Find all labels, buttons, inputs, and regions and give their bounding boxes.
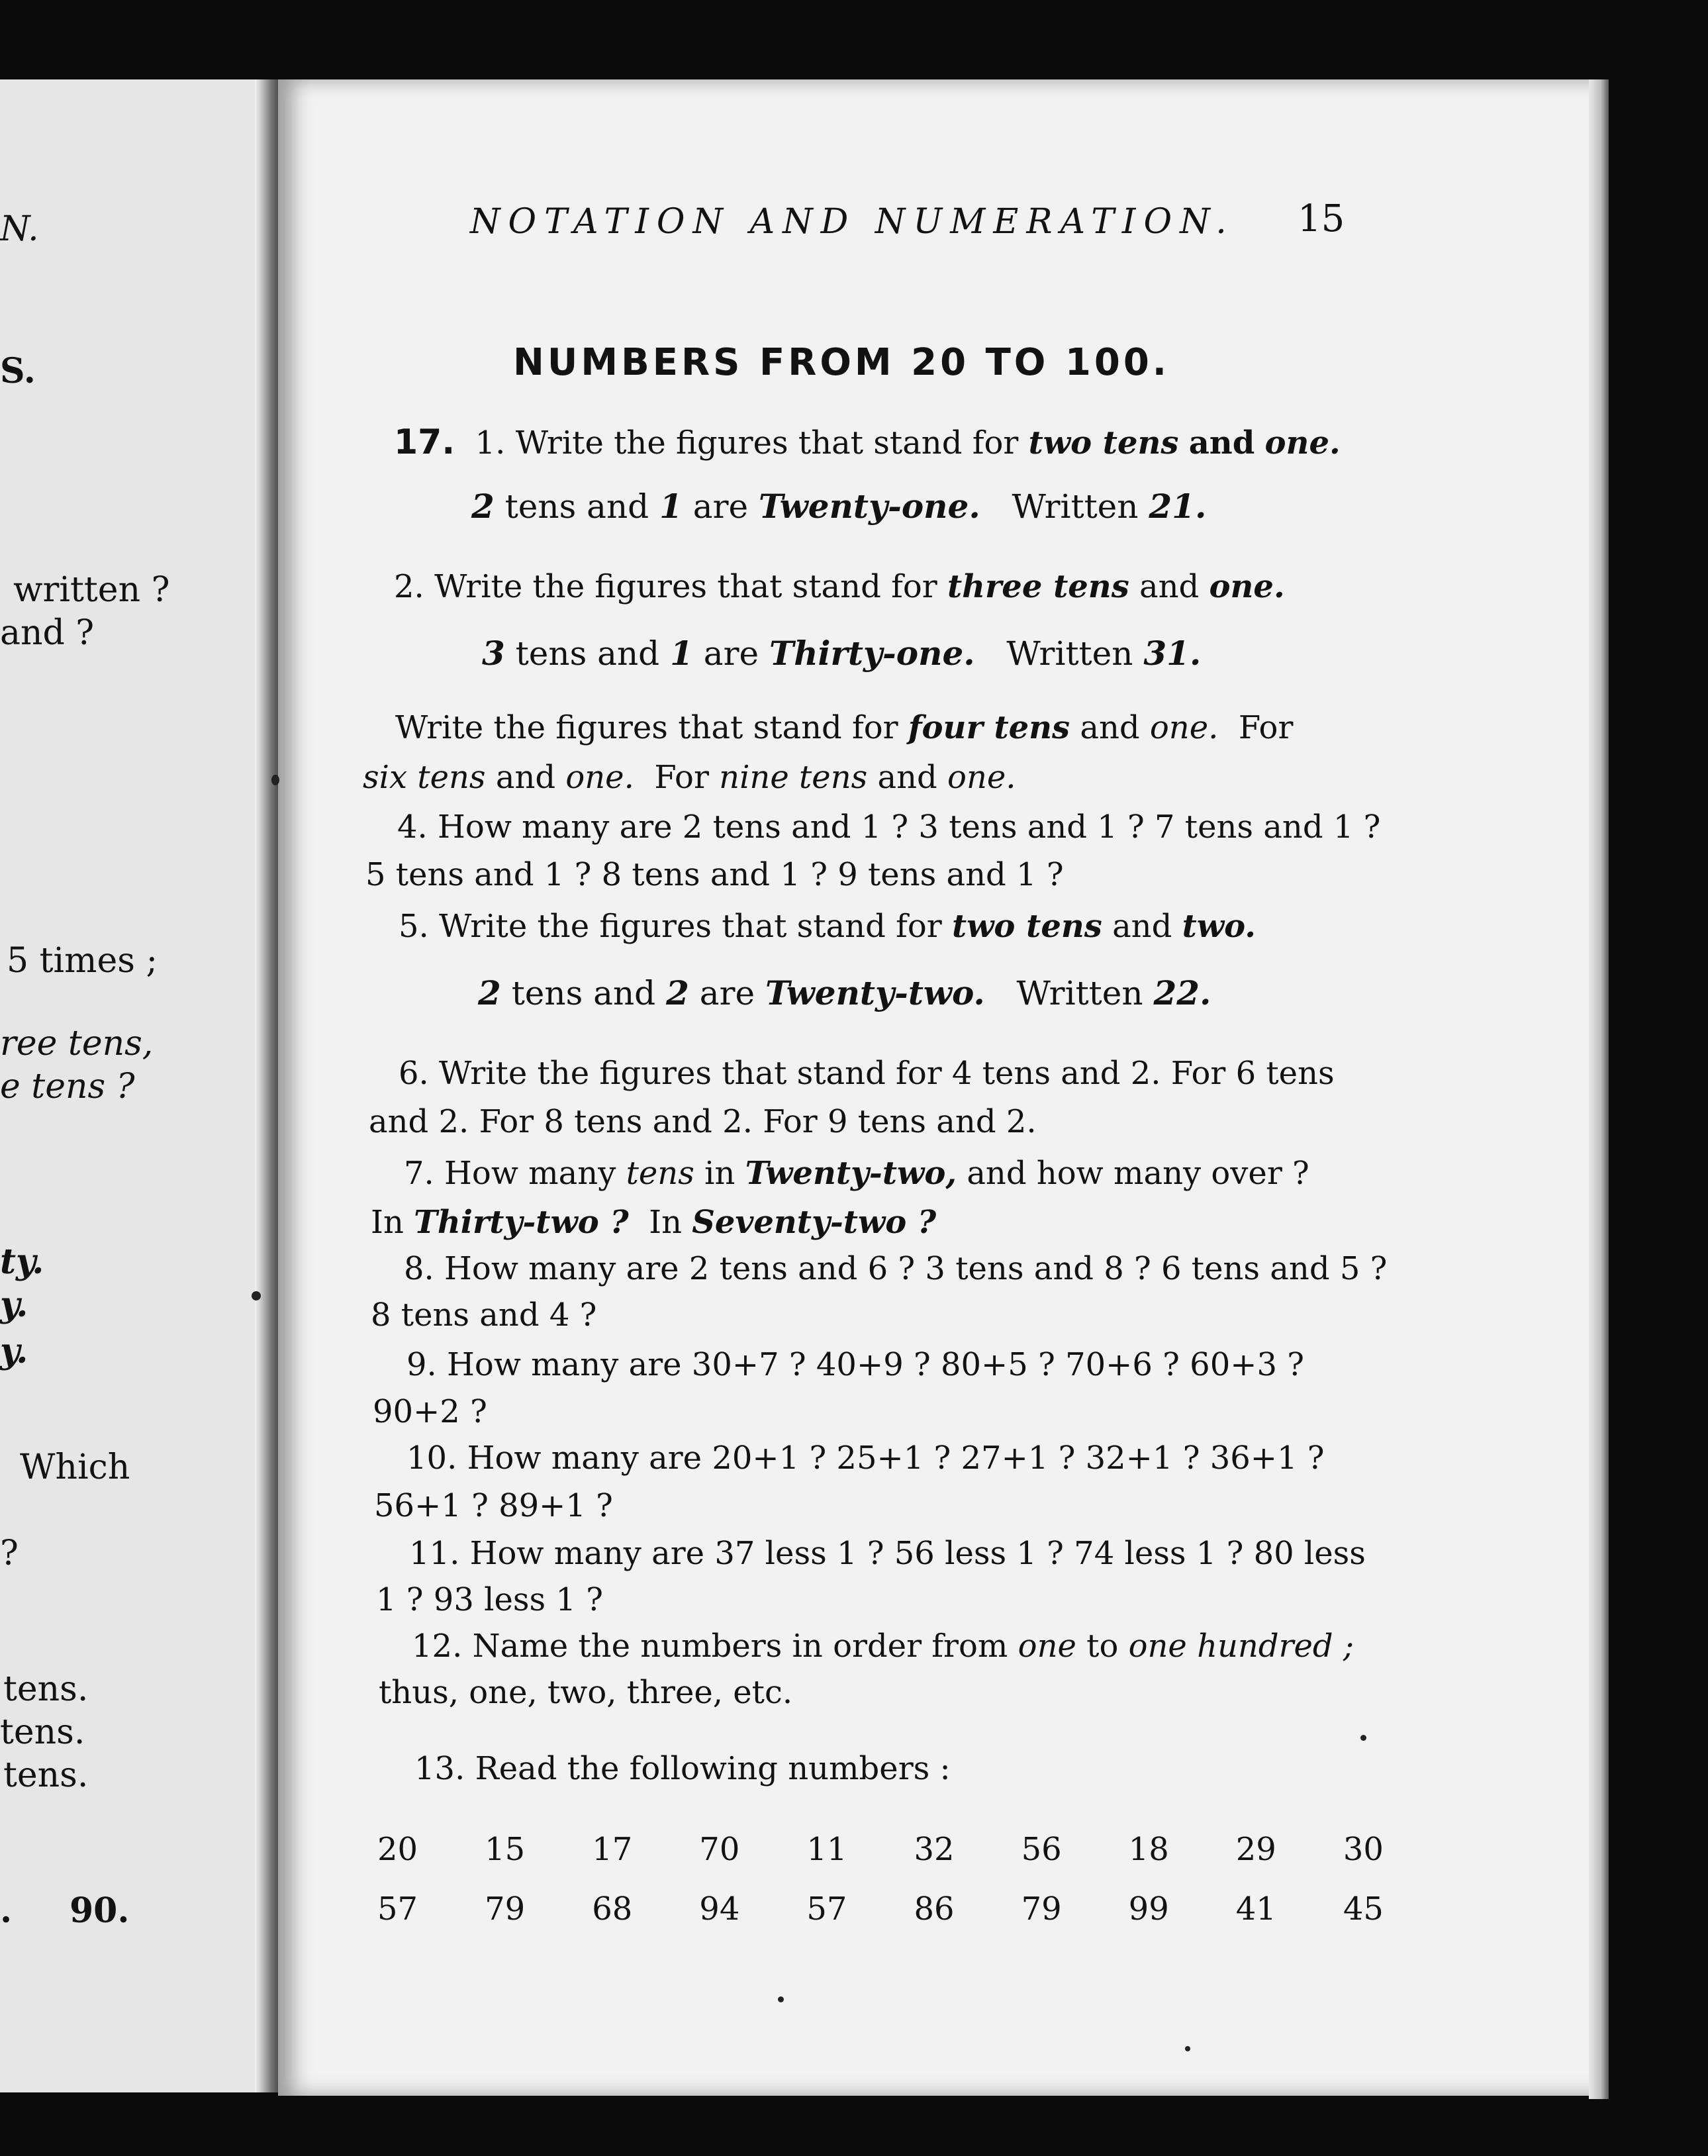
exercise-5-answer: 2 tens and 2 are Twenty-two. Written 22. (478, 973, 1211, 1012)
exercise-2-answer: 3 tens and 1 are Thirty-one. Written 31. (482, 634, 1202, 673)
scan-speck (1185, 2046, 1190, 2051)
exercise-9-line-1: 9. How many are 30+7 ? 40+9 ? 80+5 ? 70+6 ? 60+3 ? (406, 1346, 1304, 1383)
number-cell: 20 (377, 1831, 418, 1868)
exercise-5: 5. Write the figures that stand for two tens and two. (399, 908, 1256, 945)
numbers-row-1 (377, 1831, 1384, 1868)
left-fragment: S. (0, 351, 36, 391)
exercise-1: 17. 1. Write the figures that stand for two tens and one. (394, 422, 1341, 462)
numbers-row-2 (377, 1890, 1384, 1928)
left-fragment: e tens ? (0, 1067, 135, 1106)
number-cell: 86 (914, 1890, 955, 1928)
number-cell: 17 (592, 1831, 633, 1868)
left-fragment: 5 times ; (7, 941, 158, 981)
left-fragment: ty. (0, 1242, 44, 1282)
number-cell: 32 (914, 1831, 955, 1868)
exercise-6-line-2: and 2. For 8 tens and 2. For 9 tens and 2. (369, 1103, 1037, 1140)
exercise-6-line-1: 6. Write the figures that stand for 4 tens and 2. For 6 tens (399, 1055, 1335, 1092)
number-cell: 57 (806, 1890, 847, 1928)
left-fragment: ? (0, 1534, 19, 1573)
exercise-11-line-1: 11. How many are 37 less 1 ? 56 less 1 ? 74 less 1 ? 80 less (409, 1535, 1366, 1572)
number-cell: 70 (699, 1831, 740, 1868)
left-fragment: N. (0, 209, 39, 249)
exercise-10-line-1: 10. How many are 20+1 ? 25+1 ? 27+1 ? 32+1 ? 36+1 ? (406, 1440, 1325, 1477)
running-head: NOTATION AND NUMERATION. (470, 202, 1235, 242)
section-title: NUMBERS FROM 20 TO 100. (513, 341, 1170, 384)
exercise-2: 2. Write the figures that stand for three tens and one. (394, 568, 1285, 605)
number-cell: 57 (377, 1890, 418, 1928)
page-edge-shadow (1589, 79, 1609, 2099)
number-cell: 29 (1235, 1831, 1276, 1868)
exercise-4-line-2: 5 tens and 1 ? 8 tens and 1 ? 9 tens and 1 ? (365, 856, 1064, 893)
left-fragment: tens. (3, 1669, 89, 1709)
exercise-4-line-1: 4. How many are 2 tens and 1 ? 3 tens and 1 ? 7 tens and 1 ? (397, 808, 1381, 846)
exercise-3-line-2: six tens and one. For nine tens and one. (363, 759, 1016, 796)
exercise-11-line-2: 1 ? 93 less 1 ? (376, 1581, 603, 1618)
left-fragment: y. (0, 1285, 28, 1325)
number-cell: 11 (806, 1831, 847, 1868)
scan-speck (271, 775, 279, 785)
exercise-7-line-2: In Thirty-two ? In Seventy-two ? (371, 1204, 937, 1241)
exercise-13: 13. Read the following numbers : (414, 1750, 951, 1787)
exercise-12-line-2: thus, one, two, three, etc. (379, 1674, 793, 1711)
section-number: 17. (394, 422, 455, 462)
exercise-3-line-1: Write the figures that stand for four tens and one. For (395, 709, 1294, 746)
exercise-7-line-1: 7. How many tens in Twenty-two, and how many over ? (404, 1155, 1309, 1192)
left-fragment: 90. (70, 1890, 130, 1931)
left-fragment: tens. (3, 1755, 89, 1795)
number-cell: 45 (1343, 1890, 1384, 1928)
scan-speck (252, 1291, 261, 1300)
exercise-12-line-1: 12. Name the numbers in order from one to one hundred ; (412, 1628, 1354, 1665)
exercise-8-line-1: 8. How many are 2 tens and 6 ? 3 tens and 8 ? 6 tens and 5 ? (404, 1250, 1388, 1287)
exercise-8-line-2: 8 tens and 4 ? (371, 1297, 597, 1334)
number-cell: 18 (1128, 1831, 1169, 1868)
number-cell: 30 (1343, 1831, 1384, 1868)
left-fragment: y. (0, 1331, 28, 1371)
number-cell: 79 (485, 1890, 526, 1928)
previous-page-fragment (0, 79, 255, 2092)
left-fragment: . (0, 1890, 13, 1931)
number-cell: 41 (1235, 1890, 1276, 1928)
number-cell: 79 (1021, 1890, 1062, 1928)
number-cell: 99 (1128, 1890, 1169, 1928)
number-cell: 56 (1021, 1831, 1062, 1868)
left-fragment: ree tens, (0, 1024, 154, 1063)
left-fragment: written ? (13, 570, 170, 610)
number-cell: 68 (592, 1890, 633, 1928)
number-cell: 94 (699, 1890, 740, 1928)
exercise-9-line-2: 90+2 ? (373, 1393, 487, 1430)
number-cell: 15 (485, 1831, 526, 1868)
page-number: 15 (1298, 197, 1345, 240)
left-fragment: Which (20, 1447, 130, 1487)
left-fragment: and ? (0, 613, 95, 653)
exercise-10-line-2: 56+1 ? 89+1 ? (374, 1487, 613, 1524)
scan-speck (1360, 1735, 1366, 1741)
exercise-1-answer: 2 tens and 1 are Twenty-one. Written 21. (471, 487, 1207, 526)
left-fragment: tens. (0, 1712, 85, 1752)
scan-speck (778, 1996, 784, 2002)
